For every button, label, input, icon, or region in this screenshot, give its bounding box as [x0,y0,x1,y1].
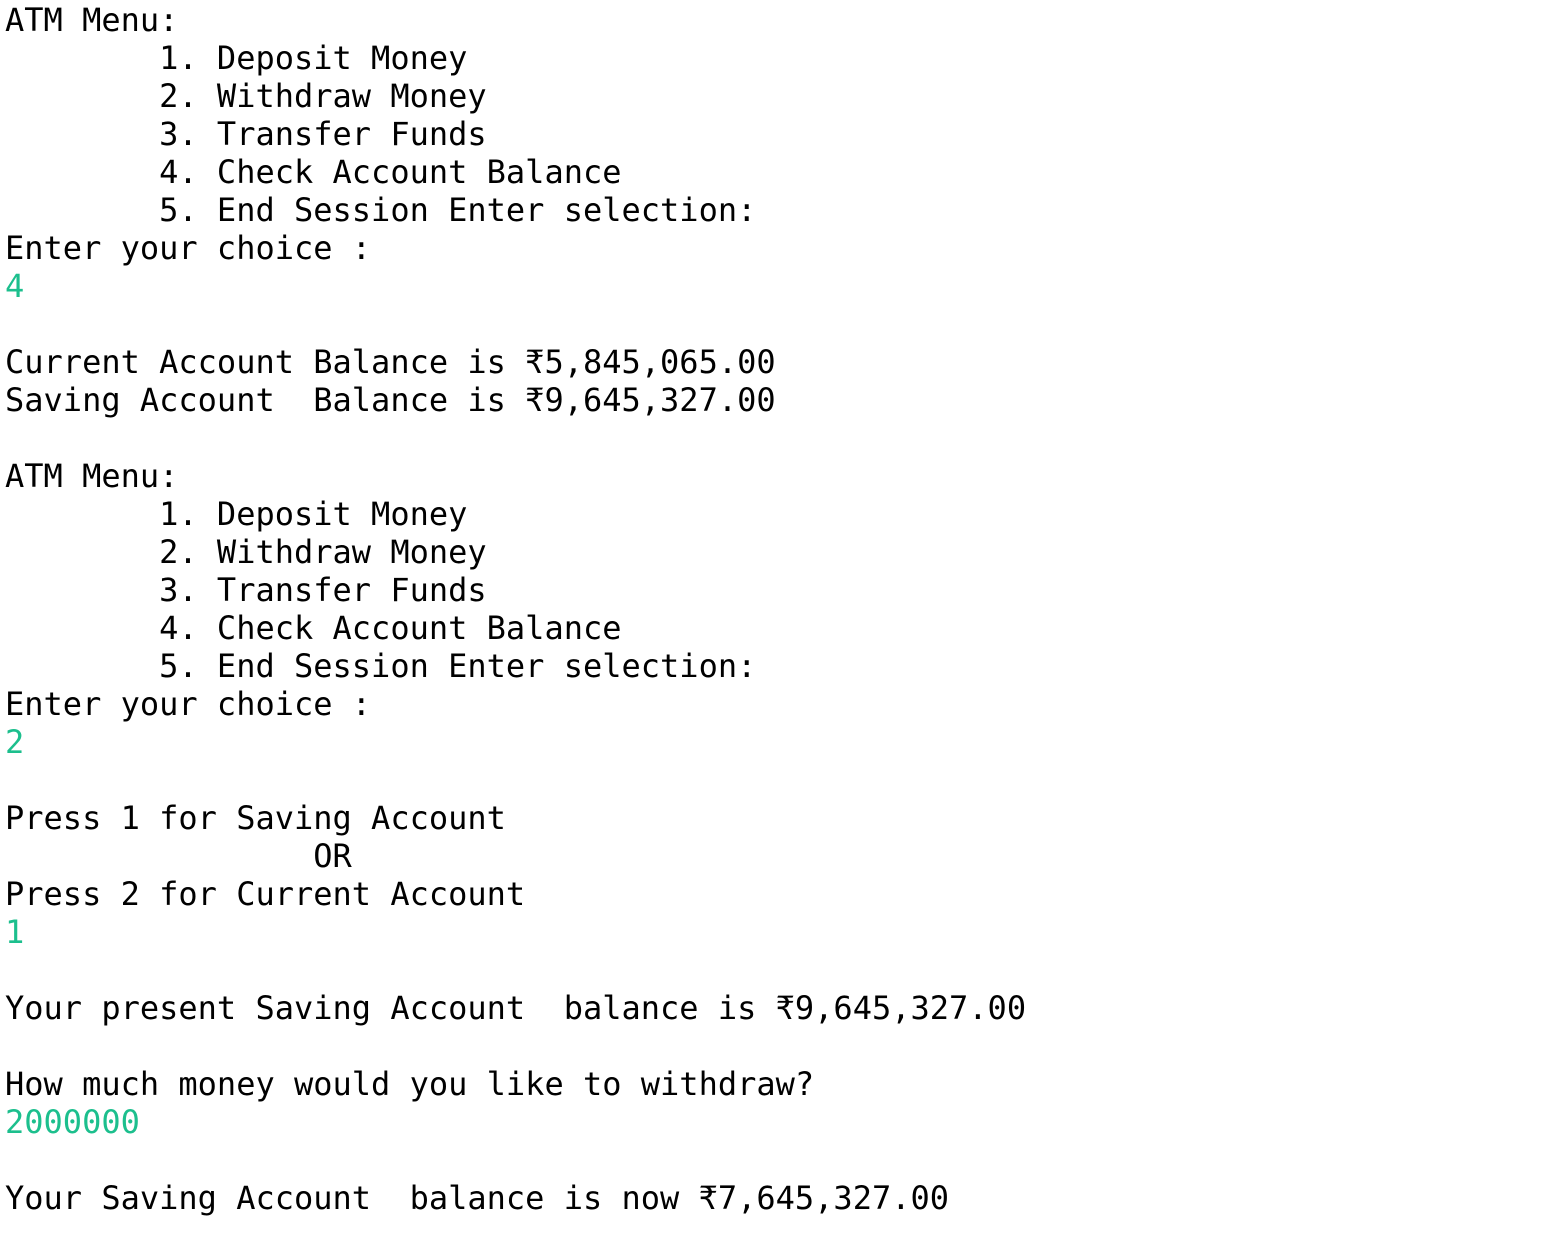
choice-prompt: Enter your choice : [5,229,372,267]
withdraw-question: How much money would you like to withdraw? [5,1065,815,1103]
menu-item-withdraw: 2. Withdraw Money [5,77,487,115]
menu-item-end-session: 5. End Session Enter selection: [5,191,757,229]
user-input-amount: 2000000 [5,1103,140,1141]
user-input-choice: 4 [5,267,25,305]
blank-line [5,1141,1545,1179]
menu-item-deposit: 1. Deposit Money [5,39,468,77]
choice-prompt: Enter your choice : [5,685,372,723]
menu-item-end-session: 5. End Session Enter selection: [5,647,757,685]
menu-item-check-balance: 4. Check Account Balance [5,609,622,647]
menu-item-check-balance: 4. Check Account Balance [5,153,622,191]
user-input-account: 1 [5,913,25,951]
blank-line [5,419,1545,457]
saving-account-option: Press 1 for Saving Account [5,799,506,837]
new-saving-balance: Your Saving Account balance is now ₹7,645,327.00 [5,1179,950,1217]
saving-account-balance: Saving Account Balance is ₹9,645,327.00 [5,381,776,419]
menu-item-transfer: 3. Transfer Funds [5,571,487,609]
or-separator: OR [5,837,352,875]
blank-line [5,1027,1545,1065]
current-account-option: Press 2 for Current Account [5,875,526,913]
menu-title: ATM Menu: [5,1,179,39]
menu-item-withdraw: 2. Withdraw Money [5,533,487,571]
menu-item-transfer: 3. Transfer Funds [5,115,487,153]
menu-item-deposit: 1. Deposit Money [5,495,468,533]
blank-line [5,761,1545,799]
terminal-output [5,1,1545,1217]
current-account-balance: Current Account Balance is ₹5,845,065.00 [5,343,776,381]
present-saving-balance: Your present Saving Account balance is ₹9,645,327.00 [5,989,1027,1027]
menu-title: ATM Menu: [5,457,179,495]
blank-line [5,951,1545,989]
blank-line [5,305,1545,343]
user-input-choice: 2 [5,723,25,761]
